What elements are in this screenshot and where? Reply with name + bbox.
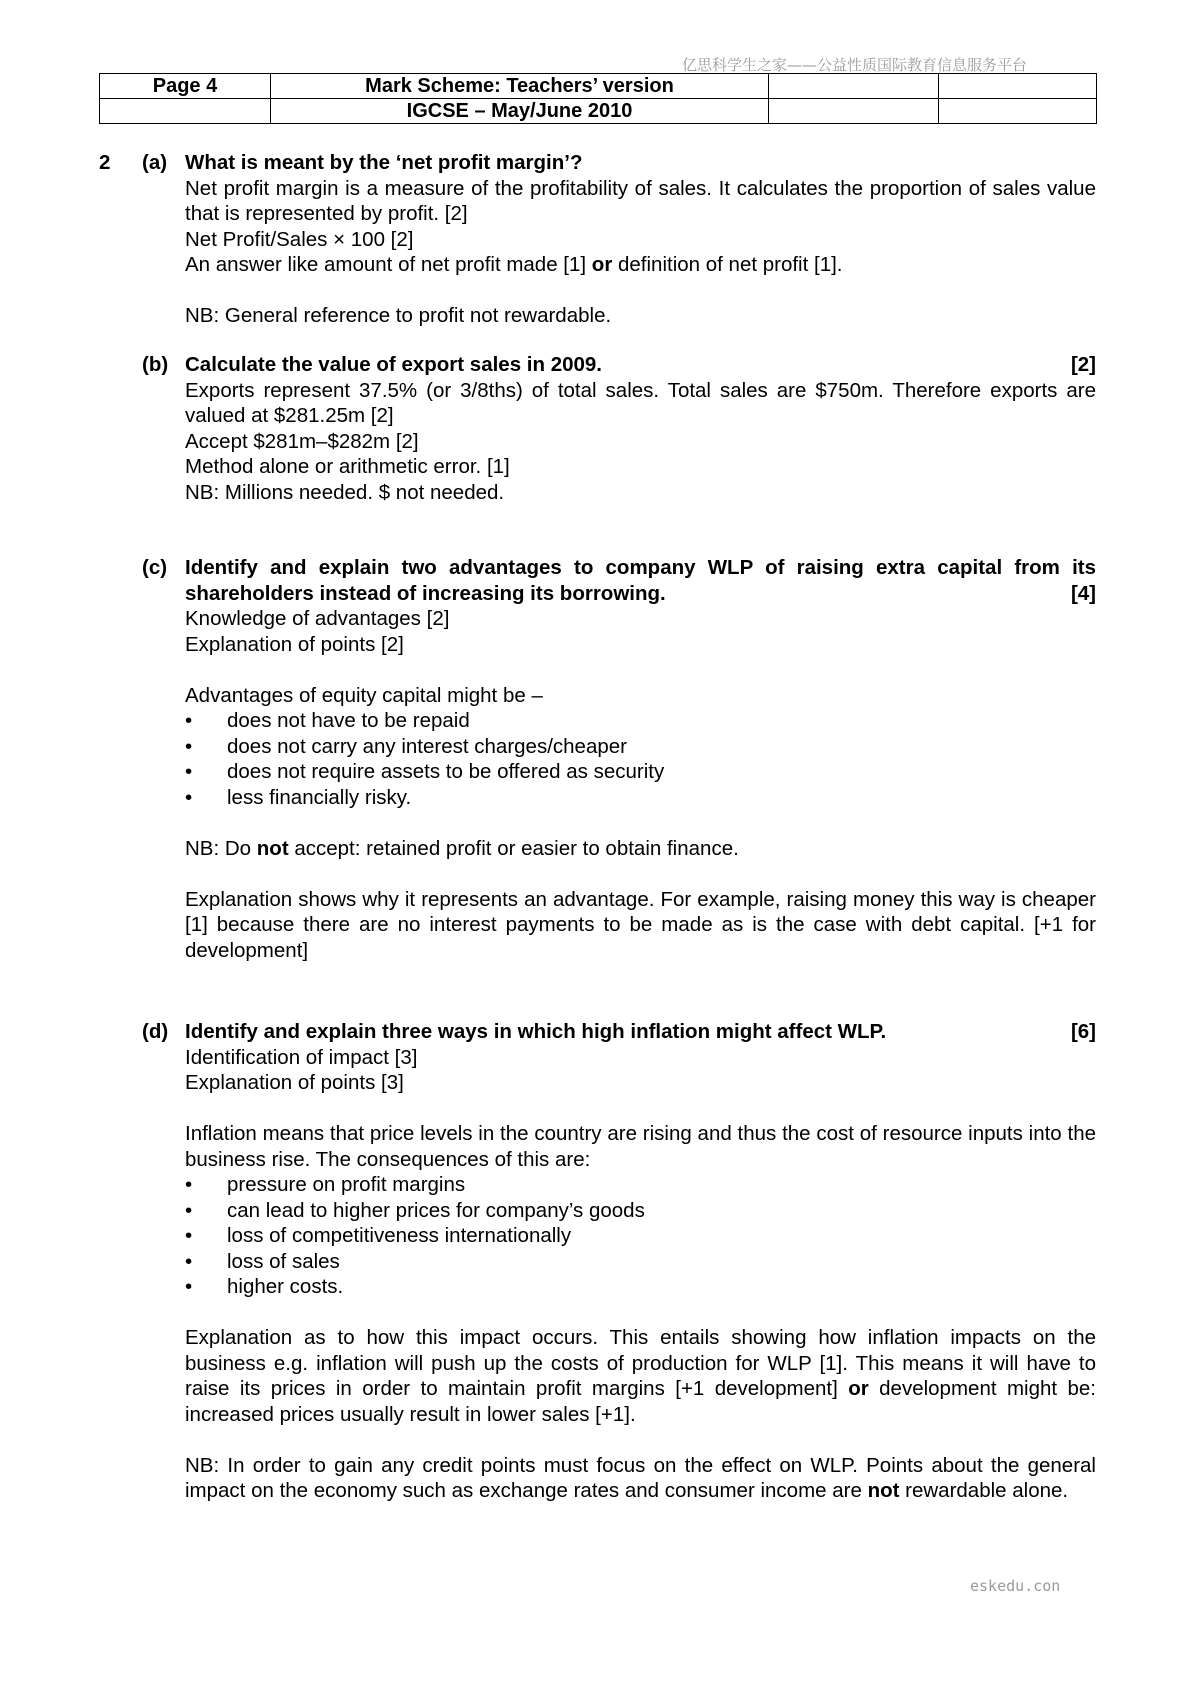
question-title: Identify and explain three ways in which high inflation might affect WLP. [6] (185, 1020, 1096, 1043)
nb-note: NB: Millions needed. $ not needed. (185, 480, 505, 504)
nb-note: NB: General reference to profit not rewardable. (185, 304, 612, 327)
list-intro: Advantages of equity capital might be – (185, 683, 543, 707)
answer-text: Net profit margin is a measure of the profitability of sales. It calculates the proportion of sales value that is represented by profit. [2] (185, 176, 1096, 225)
answer-text: Explanation of points [3] (185, 1071, 404, 1094)
answer-text: Identification of impact [3] (185, 1045, 418, 1069)
advantages-list (185, 708, 1096, 810)
header-empty-cell (769, 99, 939, 124)
explanation-text: Explanation as to how this impact occurs. This entails showing how inflation impacts on the business e.g. inflation will push up the costs of production for WLP [1]. This means it will have to raise its prices in order to maintain profit margins [+1 development] or development might be: increased prices usually result in lower sales [+1]. (185, 1326, 1096, 1426)
marks-badge: [4] (1070, 581, 1096, 605)
question-title: Calculate the value of export sales in 2009. [2] (185, 353, 1096, 376)
question-number: 2 (99, 151, 111, 174)
header-title: Mark Scheme: Teachers’ version (271, 74, 769, 99)
question-title: What is meant by the ‘net profit margin’? (185, 151, 583, 174)
answer-text: Net Profit/Sales × 100 [2] (185, 227, 414, 251)
header-empty-cell (769, 74, 939, 99)
nb-note: NB: In order to gain any credit points must focus on the effect on WLP. Points about the general impact on the economy such as exchange rates and consumer income are not rewardable alone. (185, 1453, 1096, 1502)
list-intro: Inflation means that price levels in the country are rising and thus the cost of resource inputs into the business rise. The consequences of this are: (185, 1122, 1096, 1171)
header-empty-cell (939, 74, 1097, 99)
answer-text: Explanation of points [2] (185, 632, 404, 656)
section-d (142, 1019, 1096, 1504)
list-item: • does not have to be repaid (185, 708, 1096, 734)
section-b (142, 352, 1096, 505)
nb-note: NB: Do not accept: retained profit or easier to obtain finance. (185, 836, 739, 860)
answer-text: Accept $281m–$282m [2] (185, 429, 419, 453)
section-label: (b) (142, 353, 169, 376)
answer-text: Method alone or arithmetic error. [1] (185, 455, 510, 478)
marks-badge: [6] (1070, 1020, 1096, 1043)
section-label: (d) (142, 1020, 169, 1043)
explanation-text: Explanation shows why it represents an advantage. For example, raising money this way is cheaper [1] because there are no interest payments to be made as is the case with debt capital. [+1 for development] (185, 887, 1096, 962)
answer-text: Exports represent 37.5% (or 3/8ths) of total sales. Total sales are $750m. Therefore exports are valued at $281.25m [2] (185, 378, 1096, 427)
header-exam: IGCSE – May/June 2010 (271, 99, 769, 124)
consequences-list (185, 1172, 1096, 1300)
watermark-top-text: 亿思科学生之家——公益性质国际教育信息服务平台 (682, 56, 1028, 74)
watermark-bottom-text: eskedu.con (970, 1577, 1061, 1595)
section-label: (c) (142, 556, 168, 579)
list-item: • does not carry any interest charges/cheaper (185, 734, 1096, 760)
answer-text: Knowledge of advantages [2] (185, 607, 450, 630)
section-c (142, 555, 1096, 963)
list-item: • less financially risky. (185, 785, 1096, 811)
answer-text: An answer like amount of net profit made [1] or definition of net profit [1]. (185, 253, 843, 276)
list-item: • pressure on profit margins (185, 1172, 1096, 1198)
list-item: • does not require assets to be offered as security (185, 759, 1096, 785)
list-item: • loss of competitiveness internationally (185, 1223, 1096, 1249)
list-item: • loss of sales (185, 1249, 1096, 1275)
header-empty-cell (939, 99, 1097, 124)
header-empty-cell (100, 99, 271, 124)
question-title: Identify and explain two advantages to company WLP of raising extra capital from its shareholders instead of increasing its borrowing. [4] (185, 556, 1096, 605)
header-page: Page 4 (100, 74, 271, 99)
section-a (142, 150, 1096, 329)
list-item: • higher costs. (185, 1274, 1096, 1300)
section-label: (a) (142, 151, 168, 174)
list-item: • can lead to higher prices for company’s goods (185, 1198, 1096, 1224)
marks-badge: [2] (1070, 353, 1096, 376)
header-table (99, 73, 1097, 124)
